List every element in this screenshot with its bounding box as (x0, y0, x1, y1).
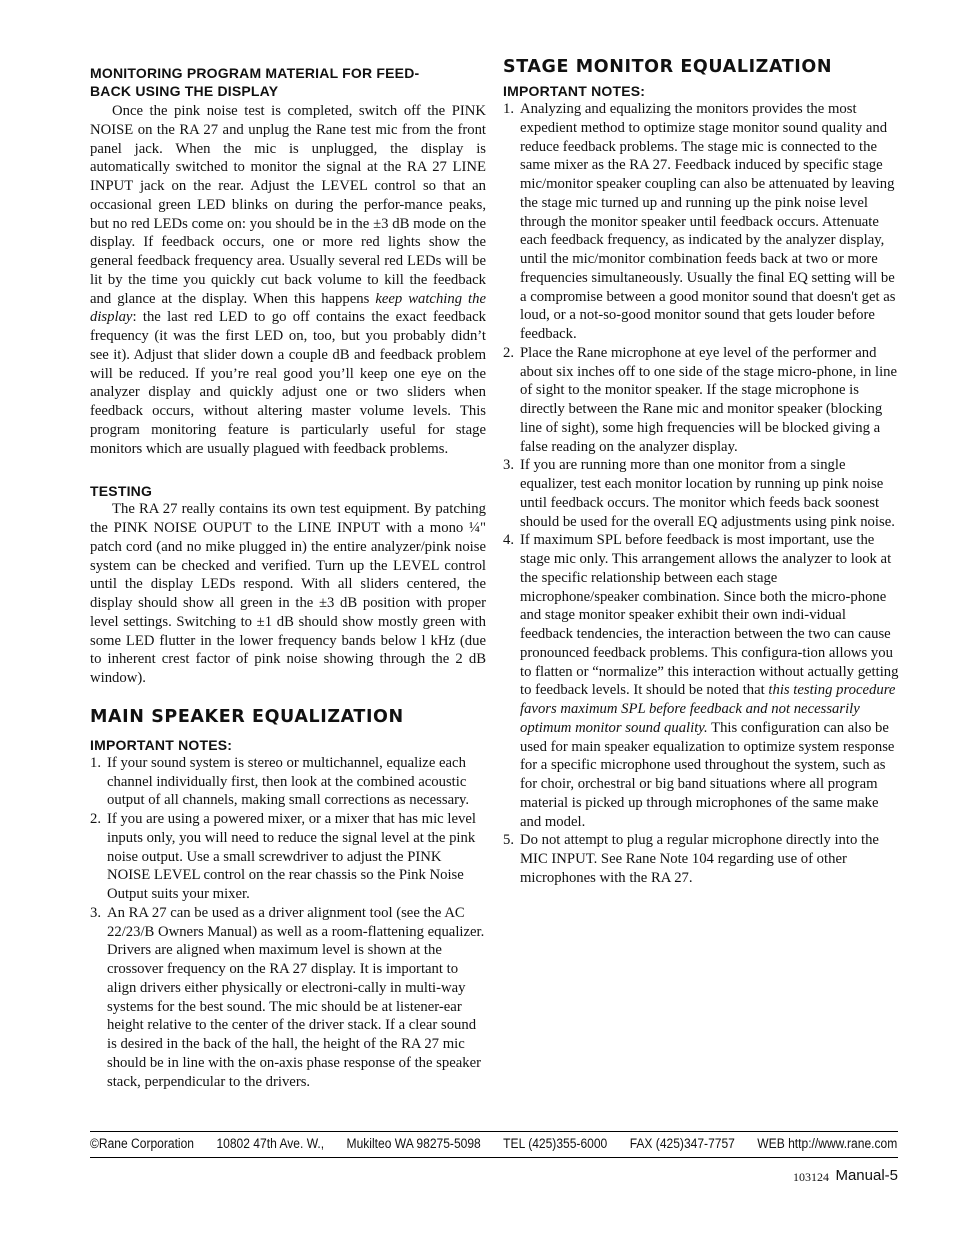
footer-tel: TEL (425)355-6000 (503, 1136, 608, 1151)
list-item: 2. Place the Rane microphone at eye level of the performer and about six inches off to one side of the stage micro-phone, in line of sight to the monitor speaker. If the stage microphone is directly between the Rane mic and monitor speaker (blocking line of sight), some high frequencies will be blocked giving a false reading on the analyzer display. (503, 344, 898, 455)
list-item: 1. If your sound system is stereo or multichannel, equalize each channel individually first, then look at the combined acoustic output of all channels, making small corrections as necessary. (90, 754, 470, 809)
footer-address: 10802 47th Ave. W., (216, 1136, 325, 1151)
stage-monitor-notes-list (503, 100, 899, 888)
left-column (90, 56, 486, 1091)
list-item: 4. If maximum SPL before feedback is most important, use the stage mic only. This arrangement allows the analyzer to look at the specific relationship between each stage microphone/speaker combination. Since both the micro-phone and stage monitor speaker exhibit their own indi-vidual feedback tendencies, the interaction between the two can cause pronounced feedback problems. This configura-tion allows you to flatten or “normalize” this interaction without actually getting to feedback levels. It should be noted that this testing procedure favors maximum SPL before feedback and not necessarily optimum monitor sound quality. This configuration can also be used for main speaker equalization to optimize system response for a specific microphone used throughout the system, such as for choir, orchestral or big band situations where all program material is picked up through microphones of the same make and model. (503, 532, 899, 830)
list-item: 1. Analyzing and equalizing the monitors provides the most expedient method to optimize stage monitor sound quality and reduce feedback problems. The stage mic is connected to the same mixer as the RA 27. Feedback induced by specific stage mic/monitor speaker coupling can also be attenuated by leaving the stage mic turned up and running up the pink noise level through the monitor speaker until feedback occurs. Attenuate each feedback frequency, as indicated by the analyzer display, until the mic/monitor combination feeds back at two or more frequencies simultaneously. Usually the final EQ setting will be a compromise between a good monitor sound that doesn't get as loud, or a not-so-good monitor sound that gets louder before feedback. (503, 101, 896, 342)
list-item: 3. An RA 27 can be used as a driver alignment tool (see the AC 22/23/B Owners Manual) as well as a room-flattening equalizer. Drivers are aligned when maximum level is shown at the crossover frequency on the RA 27 display. It is important to align drivers either physically or electroni-cally in multi-way systems for the best sound. The mic should be at listener-ear height relative to the center of the driver stack. If a clear sound is desired in the back of the hall, the height of the RA 27 mic should be in line with the on-axis phase response of the speaker stack, perpendicular to the drivers. (90, 904, 485, 1090)
footer-city: Mukilteo WA 98275-5098 (346, 1136, 481, 1151)
monitoring-heading-line1: MONITORING PROGRAM MATERIAL FOR FEED- (90, 65, 420, 81)
list-item: 3. If you are running more than one monitor from a single equalizer, test each monitor location by running up pink noise until feedback occurs. The monitor which feeds back soonest should be used for the overall EQ adjustments using pink noise. (503, 457, 895, 530)
main-speaker-notes-list (90, 754, 486, 1092)
monitoring-paragraph: Once the pink noise test is completed, switch off the PINK NOISE on the RA 27 and unplug the Rane test mic from the front panel jack. When the mic is unplugged, the display is automatically switched to monitor the signal at the RA 27 LINE INPUT jack on the rear. Adjust the LEVEL control so that an occasional green LED blinks on during the perfor-mance peaks, but no red LEDs come on: you should be in the ±3 dB mode on the display. If feedback occurs, one or more red lights show the general feedback frequency area. Usually several red LEDs will be lit by the time you quickly cut back volume to kill the feedback and glance at the display. When this happens keep watching the display: the last red LED to go off contains the exact feedback frequency (it was the first LED on, too, but you probably didn’t see it). Adjust that slider down a couple dB and feedback problem will be reduced. If you’re real good you’ll keep one eye on the analyzer display and quickly adjust one or two sliders when feedback occurs, without altering master volume levels. This program monitoring feature is particularly useful for stage monitors which are usually plagued with feedback problems. (90, 103, 486, 457)
right-column (503, 56, 899, 888)
testing-paragraph: The RA 27 really contains its own test equipment. By patching the PINK NOISE OUPUT to the LINE INPUT with a mono ¼" patch cord (and no mike plugged in) the entire analyzer/pink noise system can be checked and verified. Turn up the LEVEL control until the display LEDs respond. With all sliders centered, the display should show all green in the ±3 dB position with proper level settings. Switching to ±1 dB should show mostly green with some LED flutter in the lower frequency bands below l kHz (due to inherent crest factor of pink noise showing through the 2 dB window). (90, 501, 486, 686)
footer-contact-line (90, 1136, 897, 1151)
stage-monitor-notes-heading: IMPORTANT NOTES: (503, 83, 646, 99)
list-item: 5. Do not attempt to plug a regular microphone directly into the MIC INPUT. See Rane Note 104 regarding use of other microphones with the RA 27. (503, 832, 879, 886)
testing-heading: TESTING (90, 483, 153, 500)
footer-divider-top (90, 1131, 898, 1132)
footer-company: ©Rane Corporation (90, 1136, 195, 1151)
document-number: 103124 (793, 1170, 829, 1184)
main-speaker-heading: MAIN SPEAKER EQUALIZATION (90, 706, 404, 727)
page-number: Manual-5 (835, 1167, 898, 1184)
emphasis-keep-watching: keep watching the display (90, 290, 486, 326)
footer-divider-bottom (90, 1157, 898, 1158)
footer-web: WEB http://www.rane.com (757, 1136, 898, 1151)
emphasis-testing-procedure: this testing procedure favors maximum SPL before feedback and not necessarily optimum monitor sound quality. (520, 682, 896, 736)
main-speaker-notes-heading: IMPORTANT NOTES: (90, 736, 233, 753)
list-item: 2. If you are using a powered mixer, or a mixer that has mic level inputs only, you will need to reduce the signal level at the pink noise output. Use a small screwdriver to adjust the PINK NOISE LEVEL control on the rear chassis so the Pink Noise Output suits your mixer. (90, 811, 476, 902)
footer-fax: FAX (425)347-7757 (629, 1136, 735, 1151)
stage-monitor-heading: STAGE MONITOR EQUALIZATION (503, 57, 833, 77)
monitoring-heading-line2: BACK USING THE DISPLAY (90, 83, 279, 99)
